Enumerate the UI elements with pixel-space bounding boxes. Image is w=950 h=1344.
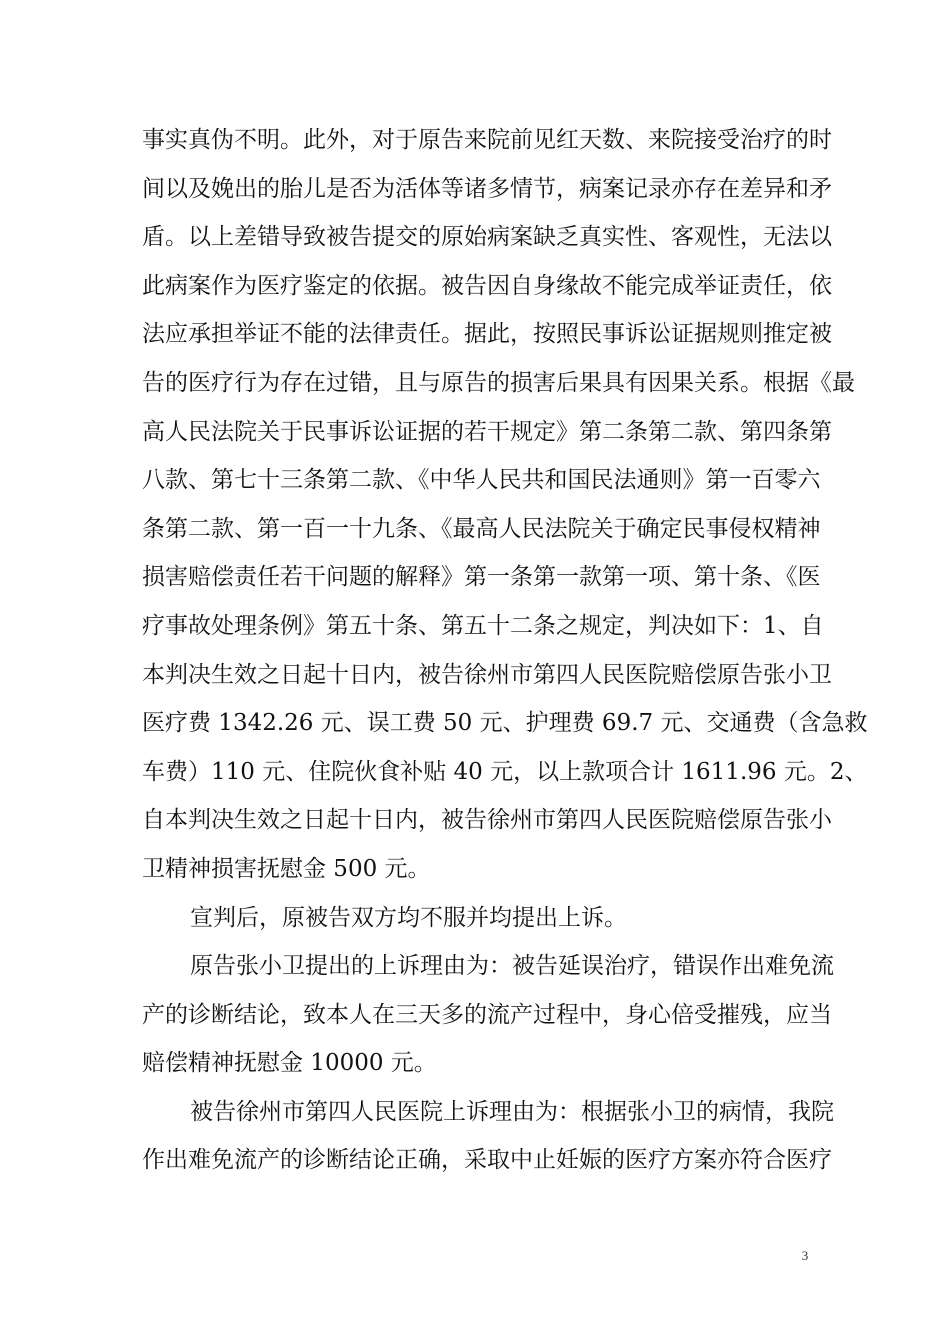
text-line: 卫精神损害抚慰金 500 元。 <box>142 855 431 882</box>
text-line: 作出难免流产的诊断结论正确，采取中止妊娠的医疗方案亦符合医疗 <box>142 1147 832 1174</box>
text-line: 条第二款、第一百一十九条、《最高人民法院关于确定民事侵权精神 <box>142 515 821 542</box>
text-line: 医疗费 1342.26 元、误工费 50 元、护理费 69.7 元、交通费（含急救 <box>142 710 868 737</box>
text-line: 八款、第七十三条第二款、《中华人民共和国民法通则》第一百零六 <box>142 467 821 494</box>
text-line: 宣判后，原被告双方均不服并均提出上诉。 <box>190 904 627 931</box>
text-line: 损害赔偿责任若干问题的解释》第一条第一款第一项、第十条、《医 <box>142 564 821 591</box>
page-number: 3 <box>801 1248 809 1263</box>
text-line: 自本判决生效之日起十日内，被告徐州市第四人民医院赔偿原告张小 <box>142 807 832 834</box>
text-line: 盾。以上差错导致被告提交的原始病案缺乏真实性、客观性，无法以 <box>142 224 832 251</box>
paragraph-defendant-appeal <box>142 1088 834 1185</box>
text-line: 赔偿精神抚慰金 10000 元。 <box>142 1050 437 1077</box>
text-line: 间以及娩出的胎儿是否为活体等诸多情节，病案记录亦存在差异和矛 <box>142 175 832 202</box>
text-line: 告的医疗行为存在过错，且与原告的损害后果具有因果关系。根据《最 <box>142 369 855 396</box>
text-line: 高人民法院关于民事诉讼证据的若干规定》第二条第二款、第四条第 <box>142 418 832 445</box>
text-line: 本判决生效之日起十日内，被告徐州市第四人民医院赔偿原告张小卫 <box>142 661 832 688</box>
text-line: 法应承担举证不能的法律责任。据此，按照民事诉讼证据规则推定被 <box>142 321 832 348</box>
body-text <box>142 116 868 1185</box>
text-line: 原告张小卫提出的上诉理由为：被告延误治疗，错误作出难免流 <box>190 953 834 980</box>
text-line: 疗事故处理条例》第五十条、第五十二条之规定，判决如下：1、自 <box>142 612 824 639</box>
text-line: 车费）110 元、住院伙食补贴 40 元，以上款项合计 1611.96 元。2、 <box>142 758 868 785</box>
paragraph-judgment-continued <box>142 116 868 894</box>
text-line: 此病案作为医疗鉴定的依据。被告因自身缘故不能完成举证责任，依 <box>142 272 832 299</box>
paragraph-plaintiff-appeal <box>142 942 834 1088</box>
text-line: 事实真伪不明。此外，对于原告来院前见红天数、来院接受治疗的时 <box>142 127 832 153</box>
paragraph-both-appeal <box>142 894 810 943</box>
text-line: 产的诊断结论，致本人在三天多的流产过程中，身心倍受摧残，应当 <box>142 1001 832 1028</box>
text-line: 被告徐州市第四人民医院上诉理由为：根据张小卫的病情，我院 <box>190 1098 834 1125</box>
